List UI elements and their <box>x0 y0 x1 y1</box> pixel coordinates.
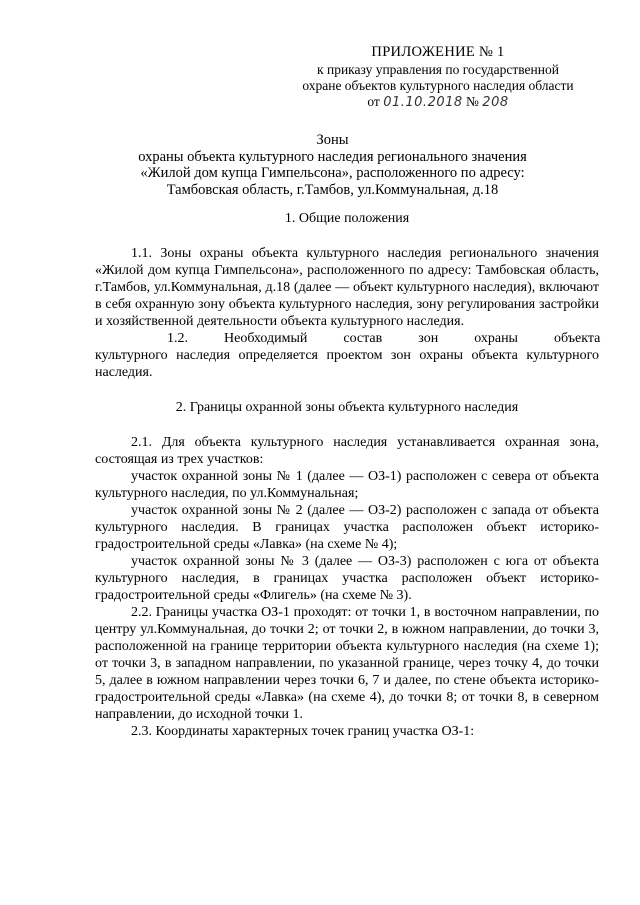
paragraph-2-1-b: участок охранной зоны № 2 (далее — ОЗ-2) расположен с запада от объекта культурного наследия. В границах участка расположен объект историко-градостроительной среды «Лавка» (на схеме № 4); <box>95 503 599 552</box>
p12-word: зон <box>418 331 439 346</box>
paragraph-2-2: 2.2. Границы участка ОЗ-1 проходят: от точки 1, в восточном направлении, по центру ул.Коммунальная, до точки 2; от точки 2, в южном направлении, до точки 3, расположенной на границе территории объекта культурного наследия (на схеме 1); от точки 3, в западном направлении, по указанной границе, через точку 4, до точки 5, далее в южном направлении через точки 6, 7 и далее, по стене объекта историко-градостроительной среды «Лавка» (на схеме 4), до точки 8; от точки 8, в северном направлении, до исходной точки 1. <box>95 605 599 722</box>
p12-word: объекта <box>553 331 601 346</box>
number-prefix: № <box>466 94 479 109</box>
appendix-line-2: охране объектов культурного наследия области <box>302 78 574 93</box>
title-line-3: «Жилой дом купца Гимпельсона», расположенного по адресу: <box>140 165 525 181</box>
p12-word: 1.2. <box>167 331 188 346</box>
p12-word: охраны <box>474 331 518 346</box>
section-2-heading: 2. Границы охранной зоны объекта культурного наследия <box>175 400 519 415</box>
document-title <box>60 132 605 198</box>
appendix-line-1: к приказу управления по государственной <box>317 62 559 77</box>
p12-word: состав <box>343 331 383 346</box>
paragraph-1-2-first-line <box>131 330 599 347</box>
appendix-date-line <box>290 94 586 111</box>
paragraph-2-1-c: участок охранной зоны № 3 (далее — ОЗ-3) расположен с юга от объекта культурного наследия, в границах участка расположен объект историко-градостроительной среды «Флигель» (на схеме № 3). <box>95 554 599 603</box>
paragraph-1-2 <box>95 330 599 381</box>
paragraph-2-1-a: участок охранной зоны № 1 (далее — ОЗ-1) расположен с севера от объекта культурного наследия, по ул.Коммунальная; <box>95 469 599 501</box>
paragraph-2-3: 2.3. Координаты характерных точек границ участка ОЗ-1: <box>131 724 475 739</box>
handwritten-number: 208 <box>482 95 509 110</box>
title-line-2: охраны объекта культурного наследия регионального значения <box>138 148 527 165</box>
paragraph-1-2-rest: культурного наследия определяется проектом зон охраны объекта культурного наследия. <box>95 348 599 380</box>
paragraph-1-1: 1.1. Зоны охраны объекта культурного наследия регионального значения «Жилой дом купца Гимпельсона», расположенного по адресу: Тамбовская область, г.Тамбов, ул.Коммунальная, д.18 (далее — объект культурного наследия), включают в себя охранную зону объекта культурного наследия, зону регулирования застройки и хозяйственной деятельности объекта культурного наследия. <box>95 246 599 329</box>
appendix-header <box>290 44 586 111</box>
date-prefix: от <box>367 94 380 109</box>
handwritten-date: 01.10.2018 <box>383 95 463 110</box>
document-body <box>95 210 599 740</box>
paragraph-2-1: 2.1. Для объекта культурного наследия устанавливается охранная зона, состоящая из трех участков: <box>95 435 599 467</box>
title-line-4: Тамбовская область, г.Тамбов, ул.Коммунальная, д.18 <box>166 181 499 198</box>
appendix-title: ПРИЛОЖЕНИЕ № 1 <box>371 44 505 60</box>
section-1-heading: 1. Общие положения <box>284 211 410 226</box>
title-line-1: Зоны <box>316 132 349 148</box>
p12-word: Необходимый <box>224 331 308 346</box>
